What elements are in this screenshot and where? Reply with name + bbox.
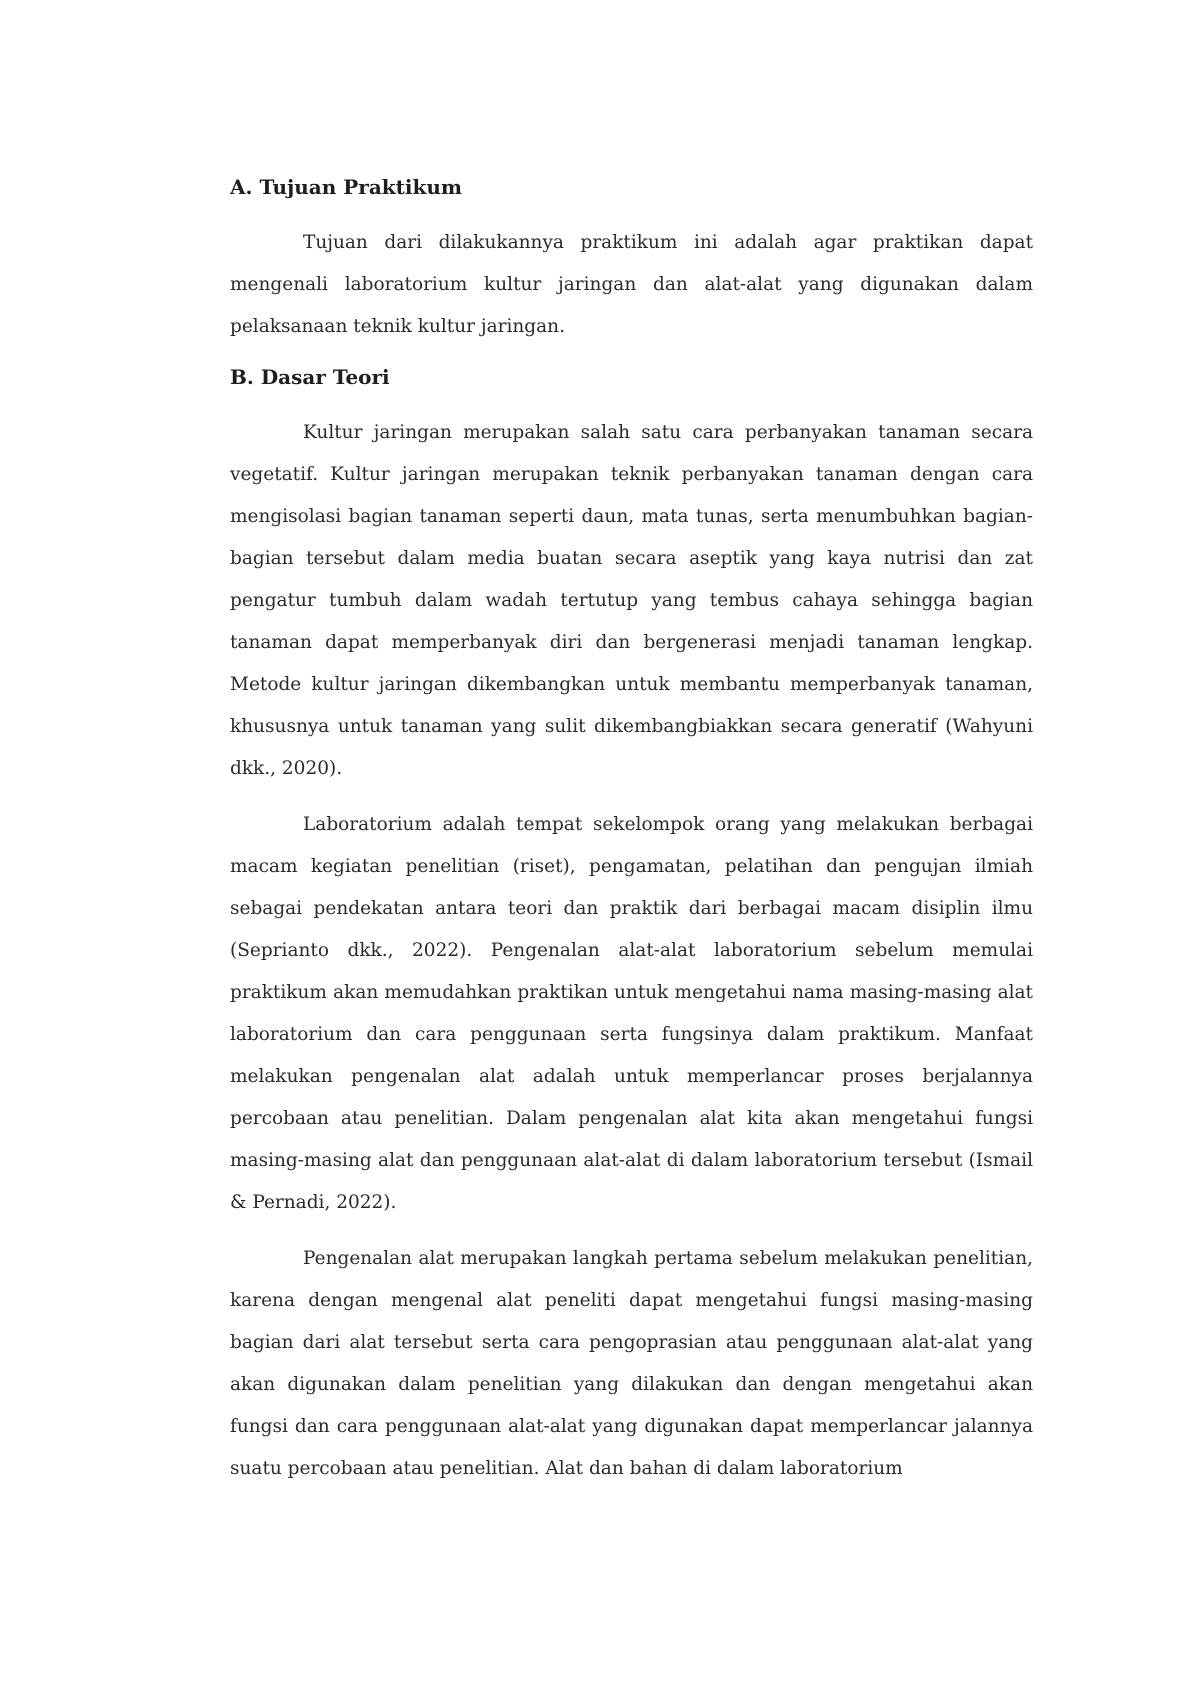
- section-b-heading: B. Dasar Teori: [230, 365, 390, 389]
- section-a-paragraph-1: Tujuan dari dilakukannya praktikum ini adalah agar praktikan dapat mengenali laboratorium kultur jaringan dan alat-alat yang digunakan dalam pelaksanaan teknik kultur jaringan.: [230, 232, 1033, 337]
- section-a-heading: A. Tujuan Praktikum: [230, 175, 463, 199]
- document-body: [230, 166, 1033, 1490]
- section-b-paragraph-3: Pengenalan alat merupakan langkah pertama sebelum melakukan penelitian, karena dengan mengenal alat peneliti dapat mengetahui fungsi masing-masing bagian dari alat tersebut serta cara pengoprasian atau penggunaan alat-alat yang akan digunakan dalam penelitian yang dilakukan dan dengan mengetahui akan fungsi dan cara penggunaan alat-alat yang digunakan dapat memperlancar jalannya suatu percobaan atau penelitian. Alat dan bahan di dalam laboratorium: [230, 1248, 1033, 1479]
- section-b-paragraph-1: Kultur jaringan merupakan salah satu cara perbanyakan tanaman secara vegetatif. Kultur jaringan merupakan teknik perbanyakan tanaman dengan cara mengisolasi bagian tanaman seperti daun, mata tunas, serta menumbuhkan bagian-bagian tersebut dalam media buatan secara aseptik yang kaya nutrisi dan zat pengatur tumbuh dalam wadah tertutup yang tembus cahaya sehingga bagian tanaman dapat memperbanyak diri dan bergenerasi menjadi tanaman lengkap. Metode kultur jaringan dikembangkan untuk membantu memperbanyak tanaman, khususnya untuk tanaman yang sulit dikembangbiakkan secara generatif (Wahyuni dkk., 2020).: [230, 422, 1033, 779]
- section-b-paragraph-2: Laboratorium adalah tempat sekelompok orang yang melakukan berbagai macam kegiatan penelitian (riset), pengamatan, pelatihan dan pengujan ilmiah sebagai pendekatan antara teori dan praktik dari berbagai macam disiplin ilmu (Seprianto dkk., 2022). Pengenalan alat-alat laboratorium sebelum memulai praktikum akan memudahkan praktikan untuk mengetahui nama masing-masing alat laboratorium dan cara penggunaan serta fungsinya dalam praktikum. Manfaat melakukan pengenalan alat adalah untuk memperlancar proses berjalannya percobaan atau penelitian. Dalam pengenalan alat kita akan mengetahui fungsi masing-masing alat dan penggunaan alat-alat di dalam laboratorium tersebut (Ismail & Pernadi, 2022).: [230, 814, 1033, 1213]
